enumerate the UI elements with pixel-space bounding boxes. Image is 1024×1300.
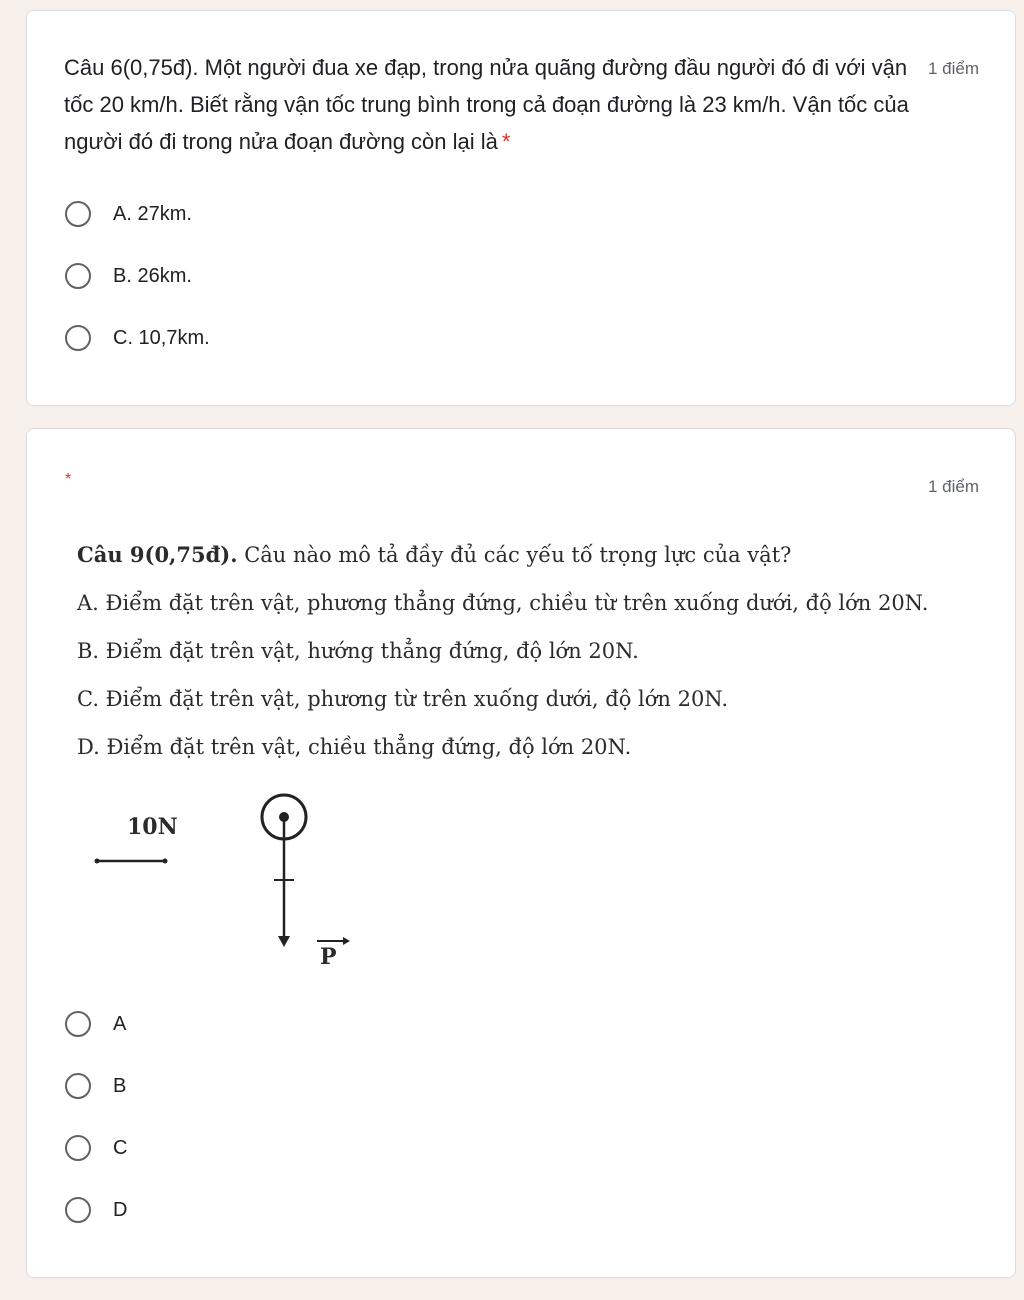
scale-label: 10N [127,814,178,840]
option-c[interactable] [65,1131,127,1165]
option-label: C. 10,7km. [113,326,210,349]
arrow-head-icon [278,936,290,947]
image-question-title [77,541,928,569]
option-c[interactable] [65,321,210,355]
option-d[interactable] [65,1193,127,1227]
question-1-title [64,49,914,160]
option-a[interactable] [65,1007,126,1041]
image-question-text: Câu nào mô tả đầy đủ các yếu tố trọng lực của vật? [237,543,792,567]
question-card-2 [26,428,1016,1278]
option-label: A. 27km. [113,202,192,225]
option-b[interactable] [65,1069,126,1103]
option-label: B. 26km. [113,264,192,287]
force-diagram [87,787,387,977]
vector-arrow-icon [343,937,350,945]
question-2-points: 1 điểm [927,477,979,496]
option-b[interactable] [65,259,192,293]
option-label: D [113,1198,128,1221]
option-label: B [113,1074,127,1097]
radio-button-icon[interactable] [65,201,91,227]
image-question-label: Câu 9(0,75đ). [77,542,238,567]
radio-button-icon[interactable] [65,1011,91,1037]
question-card-1 [26,10,1016,406]
scale-endpoint [95,859,100,864]
radio-button-icon[interactable] [65,263,91,289]
option-label: A [113,1012,127,1035]
radio-button-icon[interactable] [65,325,91,351]
required-asterisk: * [501,129,511,154]
vector-label: P [320,944,337,970]
image-line-b: B. Điểm đặt trên vật, hướng thẳng đứng, độ lớn 20N. [77,639,639,663]
question-1-points: 1 điểm [927,59,979,78]
radio-button-icon[interactable] [65,1197,91,1223]
radio-button-icon[interactable] [65,1073,91,1099]
option-a[interactable] [65,197,192,231]
radio-button-icon[interactable] [65,1135,91,1161]
option-label: C [113,1136,128,1159]
image-line-c: C. Điểm đặt trên vật, phương từ trên xuống dưới, độ lớn 20N. [77,687,729,711]
image-line-d: D. Điểm đặt trên vật, chiều thẳng đứng, độ lớn 20N. [77,735,632,759]
scale-endpoint [163,859,168,864]
required-asterisk: * [65,471,72,488]
question-1-text: Câu 6(0,75đ). Một người đua xe đạp, trong nửa quãng đường đầu người đó đi với vận tốc 20 km/h. Biết rằng vận tốc trung bình trong cả đoạn đường là 23 km/h. Vận tốc của người đó đi trong nửa đoạn đường còn lại là [64,55,909,154]
question-2-image [77,541,928,761]
image-line-a: A. Điểm đặt trên vật, phương thẳng đứng, chiều từ trên xuống dưới, độ lớn 20N. [77,591,929,615]
